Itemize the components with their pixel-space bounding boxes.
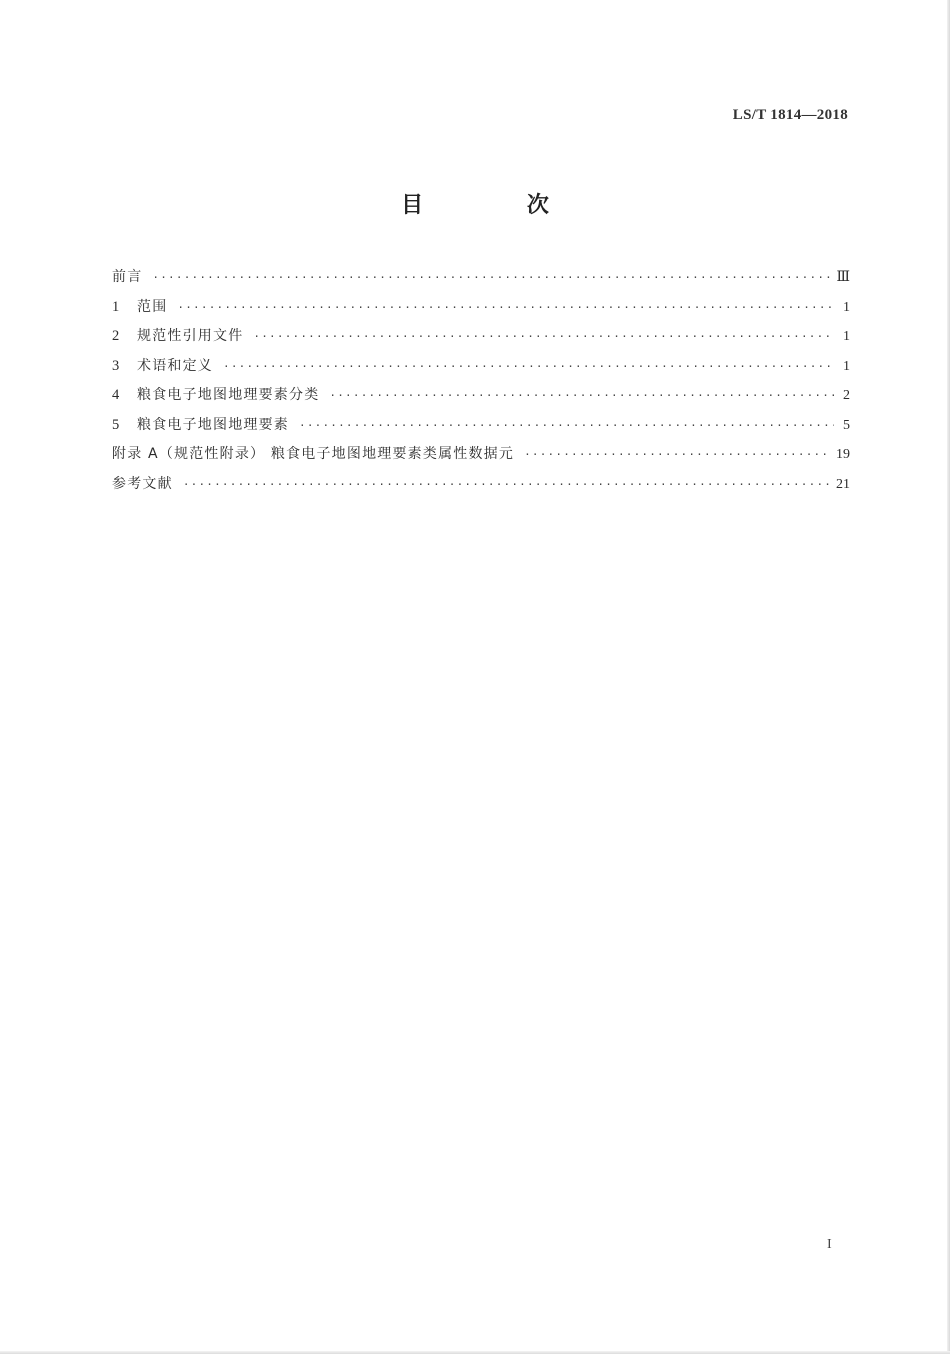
toc-entry-number: 5 (112, 416, 120, 433)
toc-entry-number: 4 (112, 387, 120, 403)
toc-entry-page: 2 (843, 388, 850, 403)
toc-entry-number: 2 (112, 328, 120, 344)
page-number: I (827, 1237, 832, 1252)
toc-entry-label: 前言 (112, 269, 143, 285)
toc-entry-annex-a[interactable] (112, 443, 850, 473)
toc-leader-dots (183, 478, 830, 491)
toc-entry-feature-classification[interactable] (112, 384, 850, 414)
toc-leader-dots (299, 419, 834, 432)
toc-entry-number: 3 (112, 357, 120, 374)
toc-entry-page: 1 (843, 358, 850, 374)
toc-leader-dots (223, 360, 834, 373)
toc-leader-dots (524, 448, 830, 461)
toc-entry-normative-references[interactable] (112, 325, 850, 355)
toc-entry-number: 1 (112, 298, 120, 315)
toc-entry-label: 粮食电子地图地理要素 (137, 416, 289, 433)
toc-entry-page: 1 (843, 329, 850, 344)
toc-entry-page: 21 (836, 476, 850, 492)
toc-entry-terms-definitions[interactable] (112, 355, 850, 385)
toc-entry-label: 规范性引用文件 (137, 328, 244, 344)
toc-entry-label: 附录 A（规范性附录） 粮食电子地图地理要素类属性数据元 (112, 446, 515, 462)
toc-entry-label: 参考文献 (112, 475, 173, 492)
toc-entry-page: Ⅲ (836, 270, 850, 285)
toc-entry-page: 1 (843, 299, 850, 315)
toc-title: 目 次 (401, 193, 597, 218)
toc-entry-label: 范围 (137, 298, 168, 315)
toc-entry-geographic-features[interactable] (112, 414, 850, 444)
toc-entry-bibliography[interactable] (112, 473, 850, 503)
toc-entry-foreword[interactable] (112, 266, 850, 296)
toc-entry-label: 粮食电子地图地理要素分类 (137, 387, 320, 403)
document-code: LS/T 1814—2018 (732, 107, 848, 123)
toc-entry-page: 5 (843, 417, 850, 433)
toc-leader-dots (253, 330, 834, 343)
toc-leader-dots (177, 301, 834, 314)
toc-leader-dots (152, 271, 830, 284)
table-of-contents (112, 266, 850, 502)
toc-leader-dots (329, 389, 834, 402)
toc-entry-page: 19 (836, 447, 850, 462)
toc-entry-scope[interactable] (112, 296, 850, 326)
toc-entry-label: 术语和定义 (137, 357, 213, 374)
